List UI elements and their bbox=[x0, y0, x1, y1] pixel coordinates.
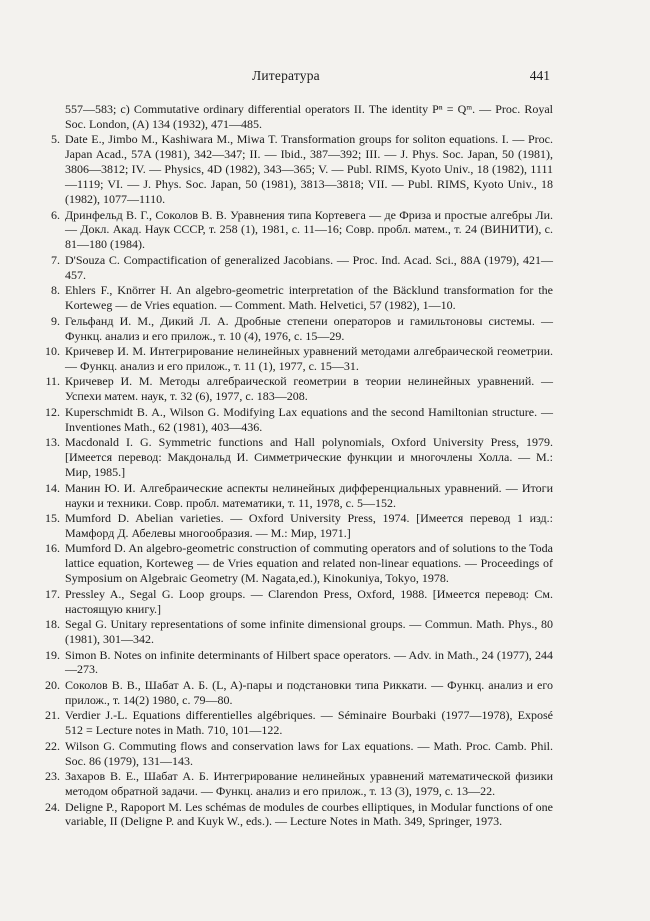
reference-item bbox=[40, 739, 553, 769]
page-number: 441 bbox=[529, 68, 550, 83]
reference-item bbox=[40, 253, 553, 283]
reference-text: Simon B. Notes on infinite determinants of Hilbert space operators. — Adv. in Math., 24 (1977), 244—273. bbox=[65, 647, 553, 677]
reference-text: Дринфельд В. Г., Соколов В. В. Уравнения типа Кортевега — де Фриза и простые алгебры Ли. — Докл. Акад. Наук СССР, т. 258 (1), 1981, с. 11—16; Совр. пробл. матем., т. 24 (ВИНИТИ), с. 81—180 (1984). bbox=[65, 207, 553, 252]
reference-item bbox=[40, 481, 553, 511]
reference-text: Macdonald I. G. Symmetric functions and Hall polynomials, Oxford University Press, 1979. [Имеется перевод: Макдональд И. Симметрические функции и многочлены Холла. — М.: Мир, 1985.] bbox=[65, 435, 553, 480]
reference-number: 8. bbox=[51, 283, 60, 298]
running-head bbox=[40, 68, 550, 88]
reference-text: Segal G. Unitary representations of some infinite dimensional groups. — Commun. Math. Phys., 80 (1981), 301—342. bbox=[65, 617, 553, 647]
reference-item bbox=[40, 541, 553, 586]
reference-number: 6. bbox=[51, 207, 60, 222]
reference-item bbox=[40, 314, 553, 344]
reference-item bbox=[40, 435, 553, 480]
reference-item bbox=[40, 587, 553, 617]
reference-number: 23. bbox=[45, 769, 60, 784]
reference-number: 7. bbox=[51, 252, 60, 267]
reference-text: Гельфанд И. М., Дикий Л. А. Дробные степени операторов и гамильтоновы системы. — Функц. анализ и его прилож., т. 10 (4), 1976, с. 15—29. bbox=[65, 313, 553, 343]
reference-number: 12. bbox=[45, 404, 60, 419]
reference-text: D'Souza C. Compactification of generalized Jacobians. — Proc. Ind. Acad. Sci., 88A (1979), 421—457. bbox=[65, 252, 553, 282]
reference-number: 21. bbox=[45, 708, 60, 723]
reference-item bbox=[40, 708, 553, 738]
reference-item bbox=[40, 132, 553, 207]
reference-item bbox=[40, 283, 553, 313]
reference-text: Mumford D. An algebro-geometric construction of commuting operators and of solutions to the Toda lattice equation, Korteweg — de Vries equation and related non-linear equations. — Proceedings of Symposium on Algebraic Geometry (M. Nagata,ed.), Kinokuniya, Tokyo, 1978. bbox=[65, 541, 553, 586]
reference-text: Захаров В. Е., Шабат А. Б. Интегрирование нелинейных уравнений математической физики методом обратной задачи. — Функц. анализ и его прилож., т. 13 (3), 1979, с. 13—22. bbox=[65, 769, 553, 799]
reference-text: Date E., Jimbo M., Kashiwara M., Miwa T. Transformation groups for soliton equations. I. — Proc. Japan Acad., 57A (1981), 342—347; II. — Ibid., 387—392; III. — J. Phys. Soc. Japan, 50 (1981), 3806—3812; IV. — Physics, 4D (1982), 343—365; V. — Publ. RIMS, Kyoto Univ., 18 (1982), 1111—1119; VI. — J. Phys. Soc. Japan, 50 (1981), 3813—3818; VII. — Publ. RIMS, Kyoto Univ., 18 (1982), 1077—1110. bbox=[65, 132, 553, 207]
reference-text: Deligne P., Rapoport M. Les schémas de modules de courbes elliptiques, in Modular functions of one variable, II (Deligne P. and Kuyk W., eds.). — Lecture Notes in Math. 349, Springer, 1973. bbox=[65, 799, 553, 829]
reference-item bbox=[40, 800, 553, 830]
reference-number: 22. bbox=[45, 738, 60, 753]
reference-item bbox=[40, 374, 553, 404]
reference-item bbox=[40, 344, 553, 374]
reference-number: 15. bbox=[45, 511, 60, 525]
reference-number: 14. bbox=[45, 480, 60, 495]
reference-item bbox=[40, 102, 553, 132]
reference-number: 9. bbox=[51, 313, 60, 328]
reference-text: Манин Ю. И. Алгебраические аспекты нелинейных дифференциальных уравнений. — Итоги науки и техники. Совр. пробл. математики, т. 11, 1978, с. 5—152. bbox=[65, 480, 553, 510]
reference-text: Кричевер И. М. Методы алгебраической геометрии в теории нелинейных уравнений. — Успехи матем. наук, т. 32 (6), 1977, с. 183—208. bbox=[65, 374, 553, 404]
reference-item bbox=[40, 208, 553, 253]
reference-number: 18. bbox=[45, 617, 60, 632]
reference-text: Соколов В. В., Шабат А. Б. (L, A)-пары и подстановки типа Риккати. — Функц. анализ и его прилож., т. 14(2) 1980, с. 79—80. bbox=[65, 677, 553, 707]
reference-number: 11. bbox=[45, 374, 60, 389]
reference-number: 5. bbox=[51, 132, 60, 147]
reference-item bbox=[40, 769, 553, 799]
reference-list bbox=[40, 102, 553, 830]
reference-text: Verdier J.-L. Equations differentielles algébriques. — Séminaire Bourbaki (1977—1978), Exposé 512 = Lecture notes in Math. 710, 101—122. bbox=[65, 708, 553, 738]
reference-item bbox=[40, 511, 553, 541]
reference-text: Pressley A., Segal G. Loop groups. — Clarendon Press, Oxford, 1988. [Имеется перевод: См. настоящую книгу.] bbox=[65, 586, 553, 616]
reference-item bbox=[40, 617, 553, 647]
reference-number: 20. bbox=[45, 677, 60, 692]
reference-text: 557—583; c) Commutative ordinary differential operators II. The identity Pⁿ = Qᵐ. — Proc. Royal Soc. London, (A) 134 (1932), 471—485. bbox=[65, 102, 553, 131]
reference-item bbox=[40, 648, 553, 678]
reference-number: 19. bbox=[45, 647, 60, 662]
reference-number: 17. bbox=[45, 586, 60, 601]
reference-number: 24. bbox=[45, 799, 60, 814]
reference-number: 10. bbox=[45, 344, 60, 359]
reference-text: Wilson G. Commuting flows and conservation laws for Lax equations. — Math. Proc. Camb. Phil. Soc. 86 (1979), 131—143. bbox=[65, 738, 553, 768]
reference-text: Mumford D. Abelian varieties. — Oxford University Press, 1974. [Имеется перевод 1 изд.: Мамфорд Д. Абелевы многообразия. — М.: Мир, 1971.] bbox=[65, 511, 553, 540]
reference-text: Kuperschmidt B. A., Wilson G. Modifying Lax equations and the second Hamiltonian structure. — Inventiones Math., 62 (1981), 403—436. bbox=[65, 404, 553, 434]
reference-text: Кричевер И. М. Интегрирование нелинейных уравнений методами алгебраической геометрии. — Функц. анализ и его прилож., т. 11 (1), 1977, с. 15—31. bbox=[65, 344, 553, 373]
reference-number: 16. bbox=[45, 541, 60, 556]
reference-number: 13. bbox=[45, 435, 60, 450]
reference-item bbox=[40, 405, 553, 435]
reference-item bbox=[40, 678, 553, 708]
section-title: Литература bbox=[252, 68, 320, 83]
reference-text: Ehlers F., Knörrer H. An algebro-geometric interpretation of the Bäcklund transformation for the Korteweg — de Vries equation. — Comment. Math. Helvetici, 57 (1982), 1—10. bbox=[65, 283, 553, 313]
